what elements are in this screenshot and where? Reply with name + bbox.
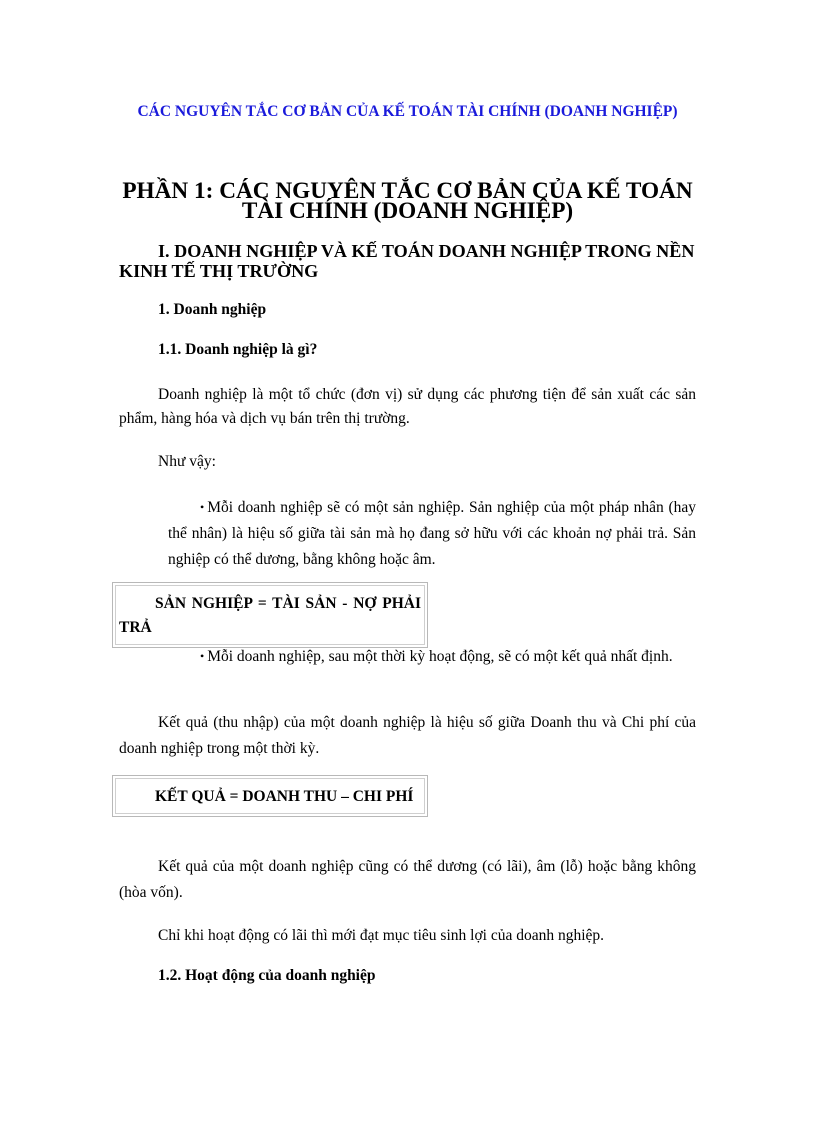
paragraph-muc-tieu: Chỉ khi hoạt động có lãi thì mới đạt mục tiêu sinh lợi của doanh nghiệp. xyxy=(158,927,605,944)
bullet-item-san-nghiep xyxy=(168,494,696,573)
section-heading: I. DOANH NGHIỆP VÀ KẾ TOÁN DOANH NGHIỆP TRONG NỀN KINH TẾ THỊ TRƯỜNG xyxy=(119,241,695,281)
formula-box-ket-qua xyxy=(112,775,428,817)
bullet-text: Mỗi doanh nghiệp sẽ có một sản nghiệp. Sản nghiệp của một pháp nhân (hay thể nhân) là hiệu số giữa tài sản mà họ đang sở hữu với các khoản nợ phải trả. Sản nghiệp có thể dương, bằng không hoặc âm. xyxy=(168,499,696,568)
part-heading: PHẦN 1: CÁC NGUYÊN TẮC CƠ BẢN CỦA KẾ TOÁN TÀI CHÍNH (DOANH NGHIỆP) xyxy=(122,178,693,224)
sub-heading-1-1: 1.1. Doanh nghiệp là gì? xyxy=(158,341,318,358)
paragraph-nhu-vay: Như vậy: xyxy=(158,453,216,470)
bullet-icon: • xyxy=(200,500,205,514)
bullet-text: Mỗi doanh nghiệp, sau một thời kỳ hoạt động, sẽ có một kết quả nhất định. xyxy=(207,648,673,665)
formula-box-san-nghiep xyxy=(112,582,428,648)
sub-heading-1: 1. Doanh nghiệp xyxy=(158,301,267,318)
paragraph-definition: Doanh nghiệp là một tổ chức (đơn vị) sử dụng các phương tiện để sản xuất các sản phẩm, hàng hóa và dịch vụ bán trên thị trường. xyxy=(119,386,696,427)
paragraph-ket-qua: Kết quả (thu nhập) của một doanh nghiệp là hiệu số giữa Doanh thu và Chi phí của doanh nghiệp trong một thời kỳ. xyxy=(119,714,696,757)
sub-heading-1-2: 1.2. Hoạt động của doanh nghiệp xyxy=(158,967,376,984)
bullet-item-ket-qua xyxy=(168,643,696,670)
bullet-icon: • xyxy=(200,649,205,663)
document-title: CÁC NGUYÊN TẮC CƠ BẢN CỦA KẾ TOÁN TÀI CHÍNH (DOANH NGHIỆP) xyxy=(137,103,678,120)
formula-text: KẾT QUẢ = DOANH THU – CHI PHÍ xyxy=(115,778,425,814)
formula-text: SẢN NGHIỆP = TÀI SẢN - NỢ PHẢI TRẢ xyxy=(115,585,425,645)
paragraph-ket-qua-sign: Kết quả của một doanh nghiệp cũng có thể dương (có lãi), âm (lỗ) hoặc bằng không (hòa vốn). xyxy=(119,858,696,901)
